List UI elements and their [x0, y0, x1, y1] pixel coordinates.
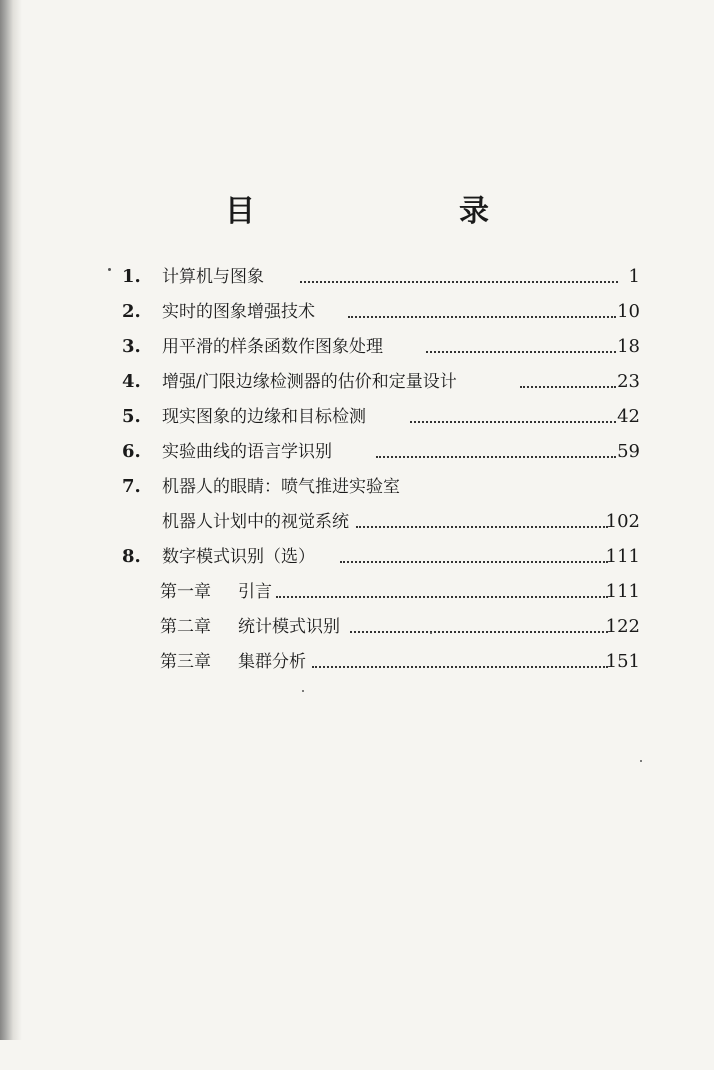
chapter-page: 151: [605, 651, 640, 672]
chapter-title: 引言: [238, 582, 272, 602]
toc-entry[interactable]: [0, 437, 714, 467]
chapter-label: 第二章: [160, 617, 211, 637]
scan-speck: [640, 760, 642, 762]
leader-dots: [348, 316, 616, 318]
entry-title: 现实图象的边缘和目标检测: [162, 407, 366, 427]
chapter-title: 统计模式识别: [238, 617, 340, 637]
entry-page: 59: [617, 441, 640, 462]
entry-title: 数字模式识别（选）: [162, 547, 315, 567]
scan-speck: [430, 632, 432, 634]
entry-page: 42: [617, 406, 640, 427]
leader-dots: [276, 596, 608, 598]
entry-page: 18: [617, 336, 640, 357]
entry-number: 4.: [122, 371, 141, 392]
entry-page: 102: [605, 511, 640, 532]
toc-entry[interactable]: [0, 297, 714, 327]
entry-title: 机器人的眼睛：喷气推进实验室: [162, 477, 400, 497]
entry-title: 实验曲线的语言学识别: [162, 442, 332, 462]
toc-entry[interactable]: [0, 402, 714, 432]
entry-title: 用平滑的样条函数作图象处理: [162, 337, 383, 357]
chapter-label: 第三章: [160, 652, 211, 672]
toc-entry[interactable]: [0, 332, 714, 362]
page-bottom: [0, 1040, 714, 1070]
chapter-label: 第一章: [160, 582, 211, 602]
entry-title: 机器人计划中的视觉系统: [162, 512, 349, 532]
toc-entry[interactable]: [0, 262, 714, 292]
entry-number: 6.: [122, 441, 141, 462]
toc-chapter-entry[interactable]: [0, 612, 714, 642]
toc-title: 目 录: [225, 194, 537, 229]
chapter-page: 111: [605, 581, 640, 602]
entry-page: 10: [617, 301, 640, 322]
leader-dots: [410, 421, 616, 423]
toc-entry[interactable]: [0, 472, 714, 502]
entry-page: 1: [628, 266, 640, 287]
scan-speck: [302, 690, 304, 692]
entry-number: 1.: [122, 266, 141, 287]
toc-entry-continuation[interactable]: [0, 507, 714, 537]
entry-title: 计算机与图象: [162, 267, 264, 287]
entry-title: 增强/门限边缘检测器的估价和定量设计: [162, 372, 457, 392]
entry-number: 2.: [122, 301, 141, 322]
entry-number: 8.: [122, 546, 141, 567]
leader-dots: [356, 526, 608, 528]
leader-dots: [350, 631, 608, 633]
scan-speck: [108, 268, 111, 271]
toc-chapter-entry[interactable]: [0, 647, 714, 677]
toc-chapter-entry[interactable]: [0, 577, 714, 607]
chapter-title: 集群分析: [238, 652, 306, 672]
leader-dots: [312, 666, 608, 668]
leader-dots: [376, 456, 616, 458]
entry-title: 实时的图象增强技术: [162, 302, 315, 322]
entry-number: 3.: [122, 336, 141, 357]
leader-dots: [520, 386, 616, 388]
entry-page: 23: [617, 371, 640, 392]
toc-entry[interactable]: [0, 367, 714, 397]
leader-dots: [300, 281, 618, 283]
chapter-page: 122: [605, 616, 640, 637]
entry-number: 7.: [122, 476, 141, 497]
leader-dots: [340, 561, 608, 563]
toc-entry[interactable]: [0, 542, 714, 572]
entry-number: 5.: [122, 406, 141, 427]
leader-dots: [426, 351, 616, 353]
entry-page: 111: [605, 546, 640, 567]
